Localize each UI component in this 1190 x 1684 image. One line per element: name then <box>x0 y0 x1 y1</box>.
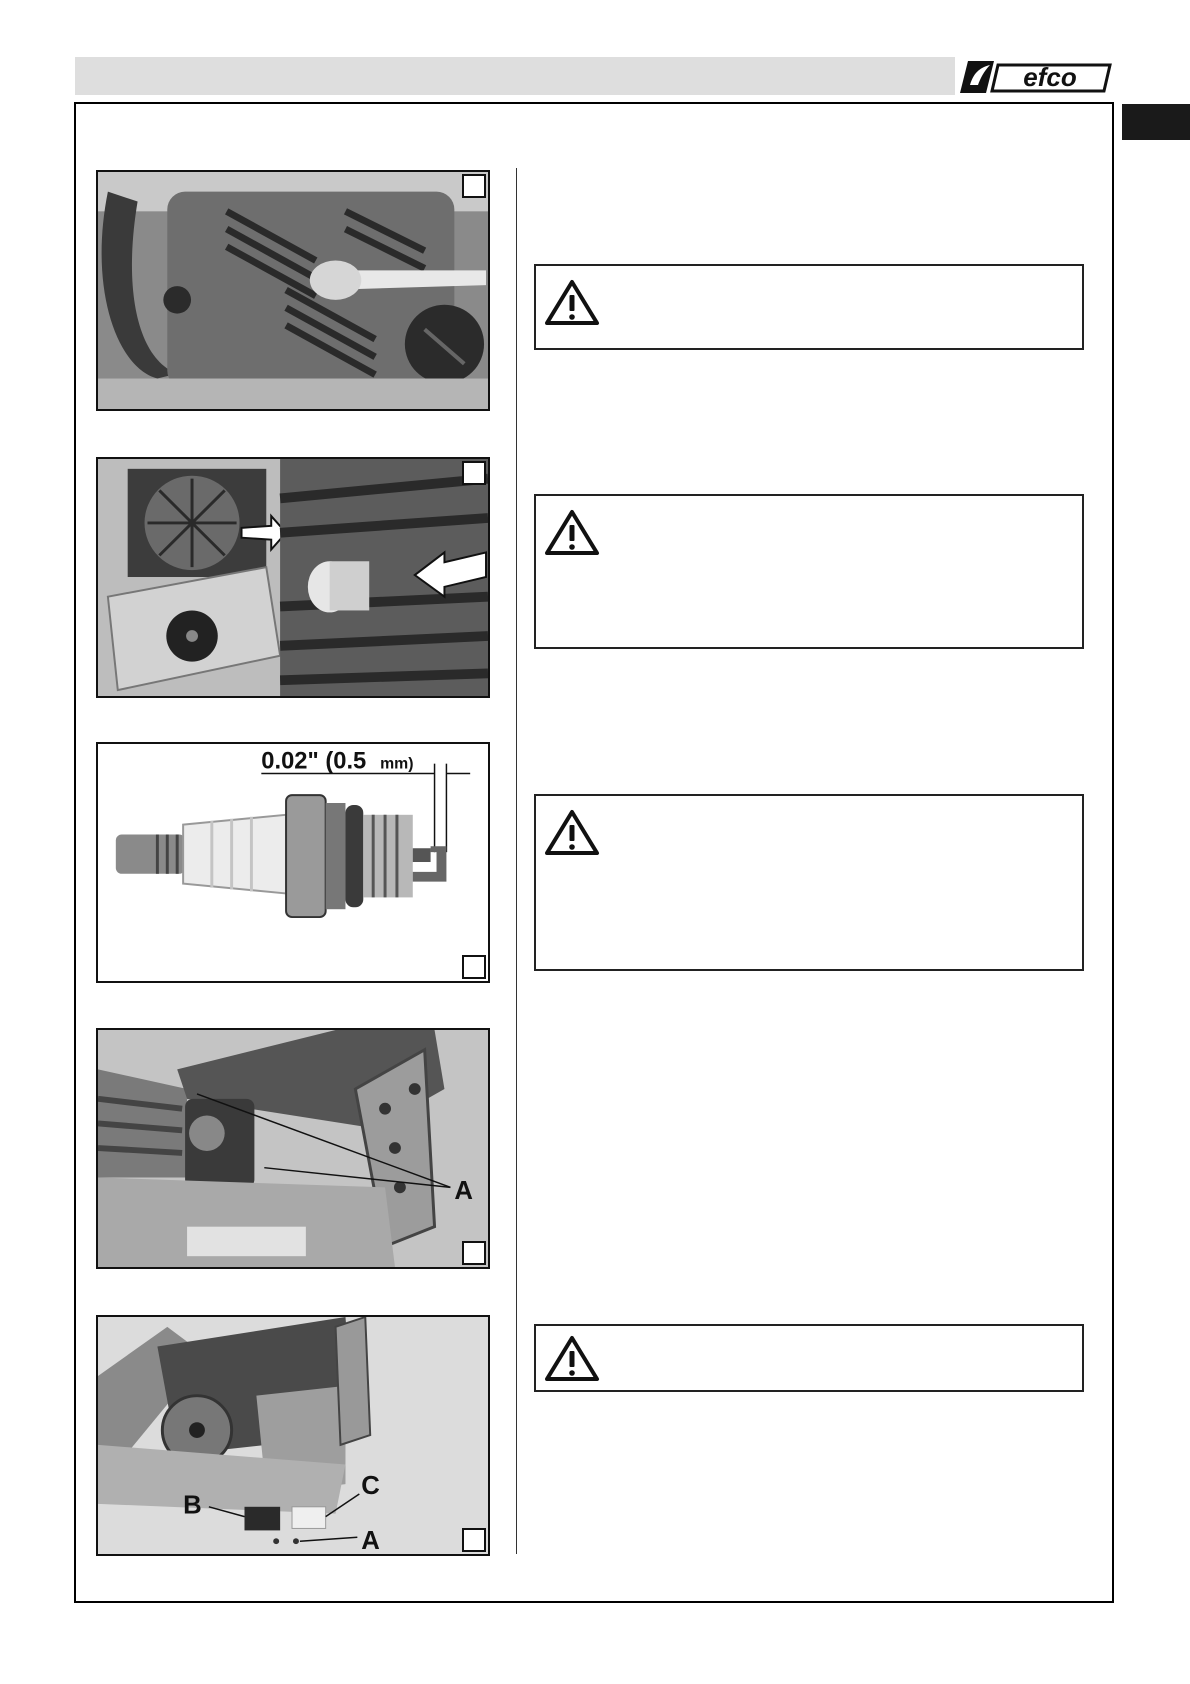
warning-box <box>534 264 1084 350</box>
figure-2-flywheel-cylinder-cleaning-photo <box>96 457 490 698</box>
callout-c: C <box>361 1472 380 1500</box>
warning-triangle-icon <box>544 808 600 856</box>
warning-box <box>534 794 1084 971</box>
gap-dimension-unit: mm) <box>380 755 414 773</box>
warning-box <box>534 494 1084 649</box>
brand-name: efco <box>1023 62 1077 92</box>
section-tab <box>1122 104 1190 140</box>
efco-logo <box>958 55 1114 97</box>
figure-1-air-intake-brush-photo <box>96 170 490 411</box>
callout-a: A <box>454 1177 473 1206</box>
figure-number-box <box>462 955 486 979</box>
callout-a: A <box>361 1527 380 1554</box>
figure-number-box <box>462 174 486 198</box>
warning-triangle-icon <box>544 278 600 326</box>
column-divider <box>516 168 517 1554</box>
figure-number-box <box>462 461 486 485</box>
warning-triangle-icon <box>544 508 600 556</box>
figure-number-box <box>462 1241 486 1265</box>
header-bar <box>75 57 955 95</box>
figure-5-muffler-parts-photo <box>96 1315 490 1556</box>
warning-box <box>534 1324 1084 1392</box>
figure-3-spark-plug-photo <box>96 742 490 983</box>
gap-dimension-label: 0.02" (0.5 <box>261 748 367 775</box>
figure-4-muffler-screws-photo <box>96 1028 490 1269</box>
figure-number-box <box>462 1528 486 1552</box>
warning-triangle-icon <box>544 1334 600 1382</box>
callout-b: B <box>183 1491 202 1520</box>
